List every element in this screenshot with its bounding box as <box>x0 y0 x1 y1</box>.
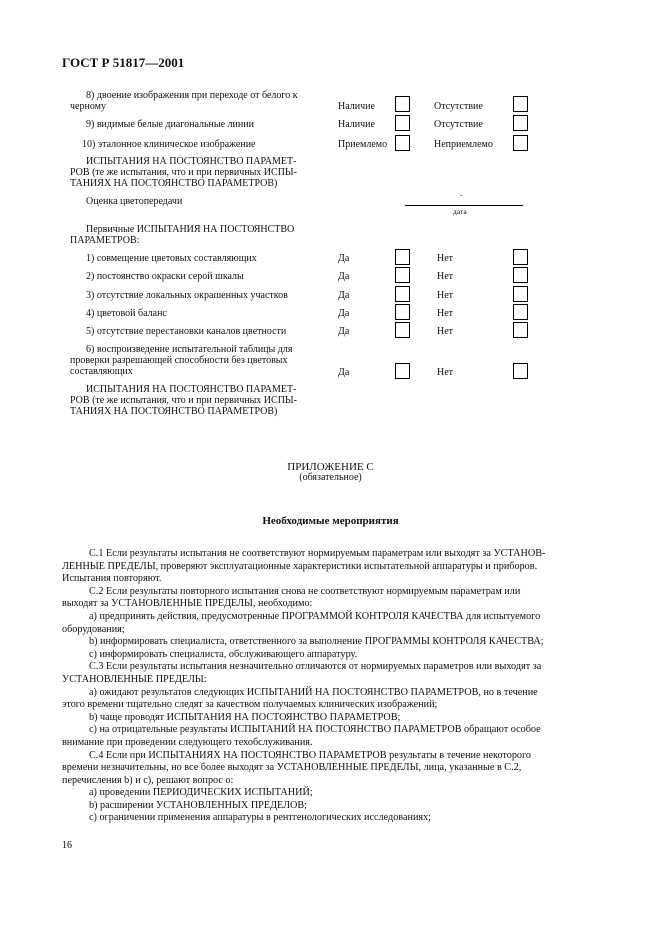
primary-tests-heading-line1: Первичные ИСПЫТАНИЯ НА ПОСТОЯНСТВО <box>86 224 295 235</box>
primary-item-6-no-checkbox[interactable] <box>513 363 528 379</box>
c3-line2: УСТАНОВЛЕННЫЕ ПРЕДЕЛЫ: <box>62 673 207 685</box>
primary-item-5-no-checkbox[interactable] <box>513 322 528 338</box>
primary-item-4-no-checkbox[interactable] <box>513 304 528 320</box>
primary-item-3-yes-checkbox[interactable] <box>395 286 410 302</box>
primary-item-4-no-label: Нет <box>437 308 454 319</box>
primary-item-1-yes-label: Да <box>338 253 350 264</box>
c3-item-c-line2: внимание при проведении следующего техобслуживания. <box>62 736 313 748</box>
primary-item-2-no-checkbox[interactable] <box>513 267 528 283</box>
c2-item-b: b) информировать специалиста, ответственного за выполнение ПРОГРАММЫ КОНТРОЛЯ КАЧЕСТВА; <box>89 636 544 648</box>
page-number: 16 <box>62 840 72 851</box>
item-10-label: 10) эталонное клиническое изображение <box>82 139 256 150</box>
item-8-label-line1: 8) двоение изображения при переходе от белого к <box>86 90 298 101</box>
primary-item-4-yes-label: Да <box>338 308 350 319</box>
consistency-block-1-line2: РОВ (те же испытания, что и при первичных ИСПЫ- <box>70 167 297 178</box>
c3-item-a-line1: а) ожидают результатов следующих ИСПЫТАНИЙ НА ПОСТОЯНСТВО ПАРАМЕТРОВ, но в течение <box>89 686 538 698</box>
appendix-subtitle: (обязательное) <box>299 472 362 483</box>
color-rendering-label: Оценка цветопередачи <box>86 196 183 207</box>
item-9-absent-checkbox[interactable] <box>513 115 528 131</box>
primary-item-5-yes-checkbox[interactable] <box>395 322 410 338</box>
consistency-block-1-line3: ТАНИЯХ НА ПОСТОЯНСТВО ПАРАМЕТРОВ) <box>70 178 278 189</box>
primary-item-6-label-line1: 6) воспроизведение испытательной таблицы для <box>86 344 293 355</box>
appendix-heading: Необходимые мероприятия <box>262 515 399 527</box>
item-10-unacceptable-checkbox[interactable] <box>513 135 528 151</box>
appendix-title: ПРИЛОЖЕНИЕ С <box>287 461 374 473</box>
item-9-option-present: Наличие <box>338 119 375 130</box>
c1-line3: Испытания повторяют. <box>62 573 162 585</box>
document-header: ГОСТ Р 51817—2001 <box>62 55 185 70</box>
primary-item-3-label: 3) отсутствие локальных окрашенных участков <box>86 290 288 301</box>
item-9-option-absent: Отсутствие <box>434 119 483 130</box>
primary-item-3-no-checkbox[interactable] <box>513 286 528 302</box>
primary-item-3-yes-label: Да <box>338 290 350 301</box>
item-10-option-unacceptable: Неприемлемо <box>434 139 493 150</box>
consistency-block-1-line1: ИСПЫТАНИЯ НА ПОСТОЯНСТВО ПАРАМЕТ- <box>86 156 297 167</box>
primary-item-2-yes-checkbox[interactable] <box>395 267 410 283</box>
date-caption: дата <box>453 207 467 216</box>
primary-item-6-label-line2: проверки разрешающей способности без цветовых <box>70 355 288 366</box>
c4-line2: времени незначительны, но все более выходят за УСТАНОВЛЕННЫЕ ПРЕДЕЛЫ, лица, указанные в С.2, <box>62 762 522 774</box>
item-9-present-checkbox[interactable] <box>395 115 410 131</box>
consistency-block-2-line3: ТАНИЯХ НА ПОСТОЯНСТВО ПАРАМЕТРОВ) <box>70 406 278 417</box>
c3-item-a-line2: этого времени тщательно следят за качеством получаемых клинических изображений; <box>62 699 438 711</box>
c4-line1: С.4 Если при ИСПЫТАНИЯХ НА ПОСТОЯНСТВО ПАРАМЕТРОВ результаты в течение некоторого <box>89 749 532 761</box>
primary-item-2-yes-label: Да <box>338 271 350 282</box>
c4-item-a: а) проведении ПЕРИОДИЧЕСКИХ ИСПЫТАНИЙ; <box>89 787 313 799</box>
item-8-option-absent: Отсутствие <box>434 101 483 112</box>
item-8-present-checkbox[interactable] <box>395 96 410 112</box>
c4-line3: перечисления b) и с), решают вопрос о: <box>62 774 234 786</box>
primary-item-4-yes-checkbox[interactable] <box>395 304 410 320</box>
c2-item-c: с) информировать специалиста, обслуживающего аппаратуру. <box>89 648 358 660</box>
c1-line1: С.1 Если результаты испытания не соответствуют нормируемым параметрам или выходят за УСТАНОВ- <box>89 548 546 559</box>
c3-item-c-line1: с) на отрицательные результаты ИСПЫТАНИЙ НА ПОСТОЯНСТВО ПАРАМЕТРОВ обращают особое <box>89 724 541 736</box>
primary-item-1-yes-checkbox[interactable] <box>395 249 410 265</box>
primary-item-6-label-line3: составляющих <box>70 366 133 377</box>
primary-item-5-yes-label: Да <box>338 326 350 337</box>
primary-tests-heading-line2: ПАРАМЕТРОВ: <box>70 235 140 246</box>
c1-line2: ЛЕННЫЕ ПРЕДЕЛЫ, проверяют эксплуатационные характеристики испытательной аппаратуры и приборов. <box>62 560 538 572</box>
item-10-acceptable-checkbox[interactable] <box>395 135 410 151</box>
primary-item-6-yes-checkbox[interactable] <box>395 363 410 379</box>
primary-item-6-yes-label: Да <box>338 367 350 378</box>
item-9-label: 9) видимые белые диагональные линии <box>86 119 254 130</box>
primary-item-1-no-checkbox[interactable] <box>513 249 528 265</box>
consistency-block-2-line1: ИСПЫТАНИЯ НА ПОСТОЯНСТВО ПАРАМЕТ- <box>86 384 297 395</box>
item-10-option-acceptable: Приемлемо <box>338 139 388 150</box>
primary-item-2-label: 2) постоянство окраски серой шкалы <box>86 271 244 282</box>
c2-line2: выходят за УСТАНОВЛЕННЫЕ ПРЕДЕЛЫ, необходимо: <box>62 598 313 610</box>
c4-item-b: b) расширении УСТАНОВЛЕННЫХ ПРЕДЕЛОВ; <box>89 799 307 811</box>
c3-line1: С.3 Если результаты испытания незначительно отличаются от нормируемых параметров или выходят за <box>89 661 542 673</box>
date-mark: . <box>460 188 463 198</box>
consistency-block-2-line2: РОВ (те же испытания, что и при первичных ИСПЫ- <box>70 395 297 406</box>
c3-item-b: b) чаще проводят ИСПЫТАНИЯ НА ПОСТОЯНСТВО ПАРАМЕТРОВ; <box>89 711 401 723</box>
date-line[interactable] <box>405 205 523 206</box>
primary-item-4-label: 4) цветовой баланс <box>86 308 167 319</box>
primary-item-1-no-label: Нет <box>437 253 454 264</box>
appendix-body <box>62 548 600 825</box>
item-8-absent-checkbox[interactable] <box>513 96 528 112</box>
c2-item-a-line1: а) предпринять действия, предусмотренные ПРОГРАММОЙ КОНТРОЛЯ КАЧЕСТВА для испытуемого <box>89 610 541 622</box>
primary-item-6-no-label: Нет <box>437 367 454 378</box>
c2-line1: С.2 Если результаты повторного испытания снова не соответствуют нормируемым параметрам или <box>89 585 521 597</box>
c2-item-a-line2: оборудования; <box>62 623 125 635</box>
primary-item-5-label: 5) отсутствие перестановки каналов цветности <box>86 326 287 337</box>
primary-item-3-no-label: Нет <box>437 290 454 301</box>
primary-item-1-label: 1) совмещение цветовых составляющих <box>86 253 257 264</box>
c4-item-c: с) ограничении применения аппаратуры в рентгенологических исследованиях; <box>89 812 432 824</box>
item-8-label-line2: черному <box>70 101 106 112</box>
item-8-option-present: Наличие <box>338 101 375 112</box>
primary-item-5-no-label: Нет <box>437 326 454 337</box>
primary-item-2-no-label: Нет <box>437 271 454 282</box>
